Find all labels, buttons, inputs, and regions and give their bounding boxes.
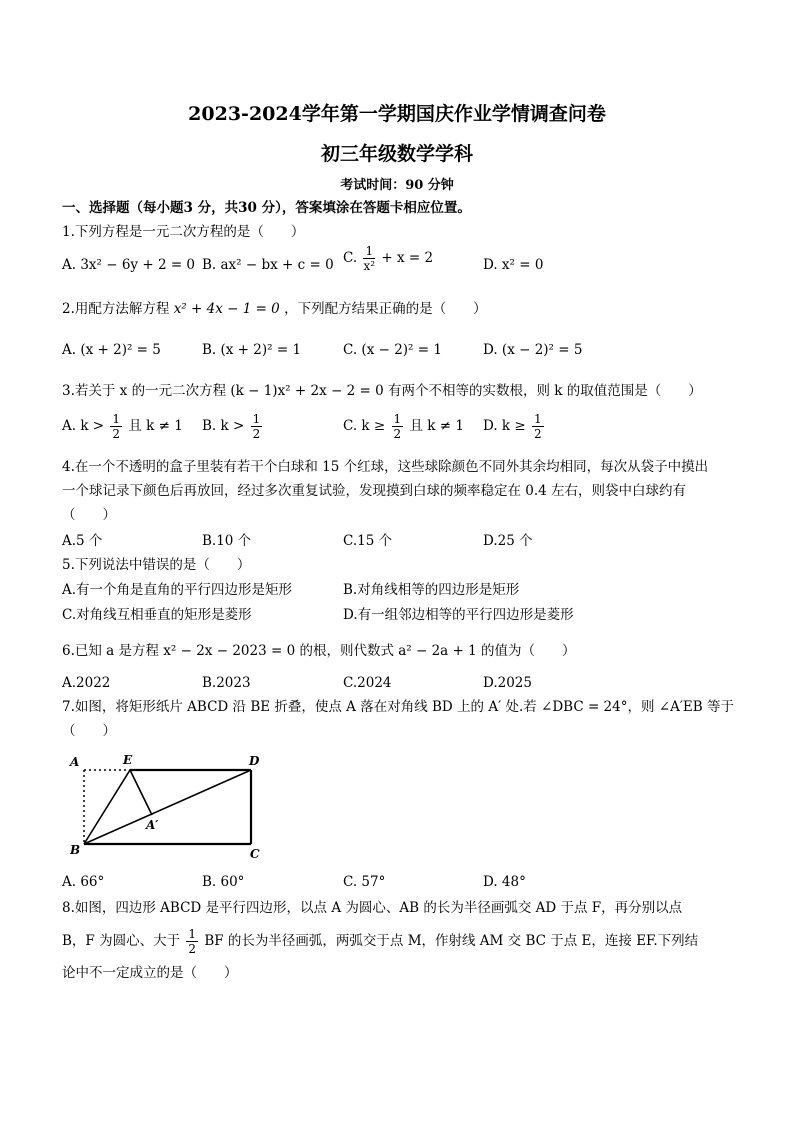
q1-option-c-fraction bbox=[363, 245, 375, 272]
q3-a-numerator: 1 bbox=[112, 412, 121, 426]
q3-b-fraction bbox=[251, 413, 263, 440]
q3-stem: 3.若关于 x 的一元二次方程 (k − 1)x² + 2x − 2 = 0 有两个不相等的实数根，则 k 的取值范围是（ ） bbox=[62, 383, 702, 399]
q3-c-fraction bbox=[392, 413, 404, 440]
q8-line-2 bbox=[62, 928, 698, 955]
q8-line-1: 8.如图，四边形 ABCD 是平行四边形，以点 A 为圆心、AB 的长为半径画弧交 AD 于点 F，再分别以点 bbox=[62, 900, 683, 916]
q4-option-a: A.5 个 bbox=[62, 533, 103, 549]
q3-a-rest: 且 k ≠ 1 bbox=[128, 418, 183, 434]
q3-c-label: C. k ≥ bbox=[343, 418, 386, 434]
q3-d-numerator: 1 bbox=[534, 412, 542, 426]
q4-line-1: 4.在一个不透明的盒子里装有若干个白球和 15 个红球，这些球除颜色不同外其余均相同，每次从袋子中摸出 bbox=[62, 459, 709, 475]
q3-option-a bbox=[62, 413, 183, 440]
section-heading: 一、选择题（每小题3 分，共30 分），答案填涂在答题卡相应位置。 bbox=[62, 200, 471, 216]
q2-stem-equation: x² + 4x − 1 = 0 bbox=[173, 301, 280, 317]
q6-option-a: A.2022 bbox=[62, 675, 111, 691]
q3-c-denominator: 2 bbox=[393, 427, 402, 441]
q6-option-d: D.2025 bbox=[483, 675, 532, 691]
q1-c-numerator: 1 bbox=[365, 244, 374, 258]
q1-option-c-rest: + x = 2 bbox=[381, 250, 434, 266]
q8-half-denominator: 2 bbox=[188, 942, 197, 956]
q1-option-b: B. ax² − bx + c = 0 bbox=[202, 257, 334, 273]
exam-title: 2023-2024学年第一学期国庆作业学情调查问卷 bbox=[188, 103, 606, 125]
q3-option-d bbox=[483, 413, 546, 440]
q2-stem-post: ，下列配方结果正确的是（ ） bbox=[284, 301, 487, 317]
q3-d-label: D. k ≥ bbox=[483, 418, 526, 434]
q4-option-d: D.25 个 bbox=[483, 533, 533, 549]
q5-stem: 5.下列说法中错误的是（ ） bbox=[62, 557, 251, 573]
q6-option-b: B.2023 bbox=[202, 675, 251, 691]
q6-option-c: C.2024 bbox=[343, 675, 392, 691]
fig-label-a: A bbox=[70, 755, 80, 769]
q1-option-a: A. 3x² − 6y + 2 = 0 bbox=[62, 257, 196, 273]
q3-d-fraction bbox=[532, 413, 544, 440]
q3-option-b bbox=[202, 413, 264, 440]
q1-option-c-label: C. bbox=[343, 250, 358, 266]
q4-option-c: C.15 个 bbox=[343, 533, 393, 549]
q5-option-b: B.对角线相等的四边形是矩形 bbox=[343, 582, 520, 598]
q3-b-label: B. k > bbox=[202, 418, 245, 434]
q5-option-a: A.有一个角是直角的平行四边形是矩形 bbox=[62, 582, 293, 598]
q7-rectangle-fold-figure bbox=[60, 748, 280, 868]
q1-stem: 1.下列方程是一元二次方程的是（ ） bbox=[62, 224, 305, 240]
q3-b-denominator: 2 bbox=[252, 427, 261, 441]
q2-option-c: C. (x − 2)² = 1 bbox=[343, 342, 442, 358]
q3-a-fraction bbox=[110, 413, 122, 440]
q1-option-c bbox=[343, 245, 433, 272]
q7-option-c: C. 57° bbox=[343, 874, 386, 890]
q7-option-a: A. 66° bbox=[62, 874, 105, 890]
fig-label-b: B bbox=[70, 843, 81, 857]
q7-option-b: B. 60° bbox=[202, 874, 245, 890]
fig-label-d: D bbox=[249, 754, 260, 768]
exam-subtitle: 初三年级数学学科 bbox=[320, 143, 473, 165]
q7-line-1: 7.如图，将矩形纸片 ABCD 沿 BE 折叠，使点 A 落在对角线 BD 上的 A′ 处.若 ∠DBC = 24°，则 ∠A′EB 等于 bbox=[62, 699, 734, 715]
q2-option-d: D. (x − 2)² = 5 bbox=[483, 342, 583, 358]
q5-option-c: C.对角线互相垂直的矩形是菱形 bbox=[62, 607, 252, 623]
q3-a-label: A. k > bbox=[62, 418, 105, 434]
fig-edge-ea-prime bbox=[130, 770, 152, 815]
q4-line-3: （ ） bbox=[62, 507, 116, 523]
q8-line-2-post: BF 的长为半径画弧，两弧交于点 M，作射线 AM 交 BC 于点 E，连接 EF.下列结 bbox=[204, 933, 699, 949]
q1-option-d: D. x² = 0 bbox=[483, 257, 544, 273]
q3-d-denominator: 2 bbox=[534, 427, 542, 441]
q3-option-c bbox=[343, 413, 464, 440]
q2-option-a: A. (x + 2)² = 5 bbox=[62, 342, 161, 358]
q5-option-d: D.有一组邻边相等的平行四边形是菱形 bbox=[343, 607, 574, 623]
fig-label-a-prime: A′ bbox=[146, 818, 159, 832]
q2-stem bbox=[62, 300, 487, 318]
q4-option-b: B.10 个 bbox=[202, 533, 252, 549]
q7-option-d: D. 48° bbox=[483, 874, 526, 890]
q1-c-denominator: x² bbox=[363, 259, 376, 273]
q8-line-3: 论中不一定成立的是（ ） bbox=[62, 965, 238, 981]
fig-label-e: E bbox=[123, 753, 133, 767]
q7-line-2: （ ） bbox=[62, 723, 116, 739]
q3-c-rest: 且 k ≠ 1 bbox=[409, 418, 464, 434]
q3-b-numerator: 1 bbox=[252, 412, 261, 426]
fig-fold-be bbox=[84, 770, 130, 844]
q4-line-2: 一个球记录下颜色后再放回，经过多次重复试验，发现摸到白球的频率稳定在 0.4 左右，则袋中白球约有 bbox=[62, 483, 687, 499]
fig-diagonal-bd bbox=[84, 770, 251, 844]
q8-half-fraction bbox=[186, 928, 198, 955]
q8-half-numerator: 1 bbox=[188, 927, 197, 941]
q3-c-numerator: 1 bbox=[393, 412, 402, 426]
exam-time: 考试时间：90 分钟 bbox=[340, 178, 454, 193]
q6-stem: 6.已知 a 是方程 x² − 2x − 2023 = 0 的根，则代数式 a² − 2a + 1 的值为（ ） bbox=[62, 643, 576, 659]
q8-line-2-pre: B，F 为圆心、大于 bbox=[62, 933, 181, 949]
q3-a-denominator: 2 bbox=[112, 427, 121, 441]
fig-label-c: C bbox=[250, 847, 260, 861]
q2-option-b: B. (x + 2)² = 1 bbox=[202, 342, 302, 358]
q2-stem-pre: 2.用配方法解方程 bbox=[62, 301, 170, 317]
